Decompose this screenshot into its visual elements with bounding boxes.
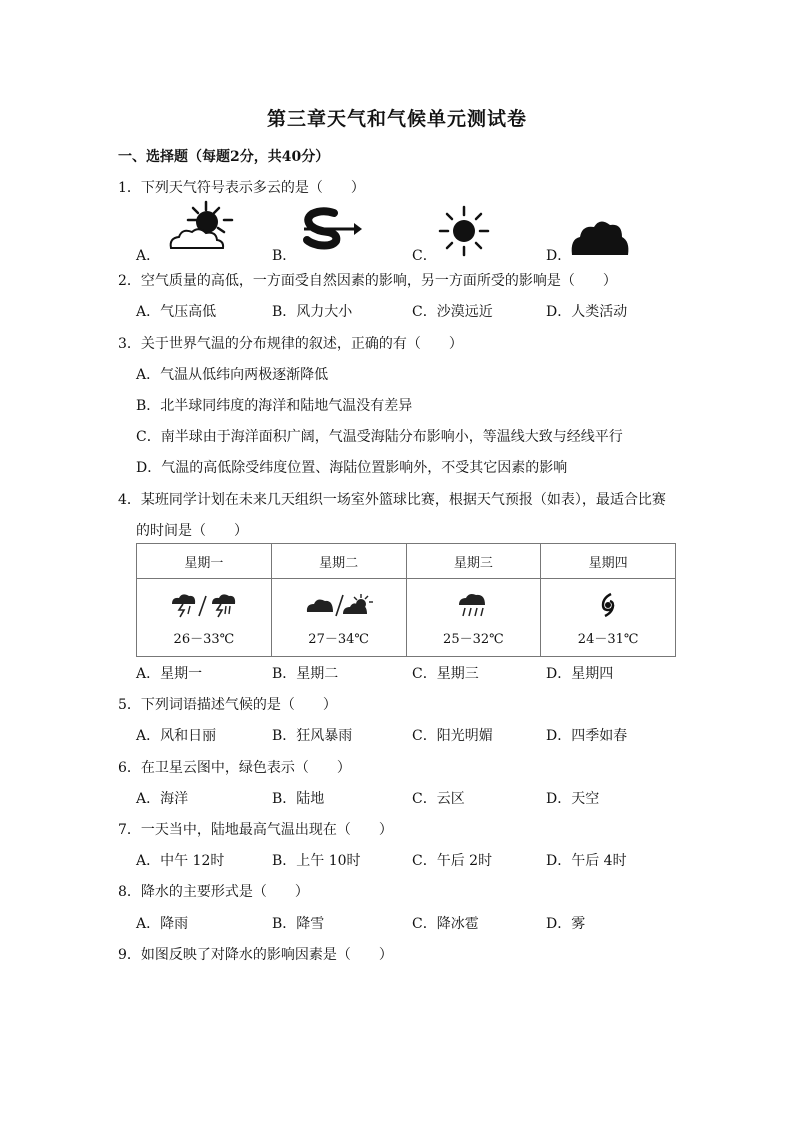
option-8c: C．降冰雹 — [412, 916, 479, 932]
option-8a: A．降雨 — [136, 916, 189, 932]
question-5: 5．下列词语描述气候的是（ ） — [118, 697, 337, 713]
option-6a: A．海洋 — [136, 791, 189, 807]
option-5d: D．四季如春 — [546, 728, 628, 744]
option-3a: A．气温从低纬向两极逐渐降低 — [136, 367, 329, 383]
option-5c: C．阳光明媚 — [412, 728, 493, 744]
question-3: 3．关于世界气温的分布规律的叙述，正确的有（ ） — [118, 336, 463, 352]
option-6b: B．陆地 — [272, 791, 325, 807]
option-2c: C．沙漠远近 — [412, 304, 493, 320]
section-heading: 一、选择题（每题2分，共40分） — [118, 149, 330, 165]
forecast-temp: 25－32℃ — [443, 632, 504, 647]
forecast-day: 星期一 — [137, 544, 272, 579]
option-6c: C．云区 — [412, 791, 465, 807]
option-6d: D．天空 — [546, 791, 600, 807]
forecast-temp: 24－31℃ — [577, 632, 639, 647]
page-title: 第三章天气和气候单元测试卷 — [266, 108, 527, 130]
option-8b: B．降雪 — [272, 916, 325, 932]
option-5b: B．狂风暴雨 — [272, 728, 353, 744]
question-8: 8．降水的主要形式是（ ） — [118, 884, 309, 900]
sunny-icon — [436, 205, 492, 257]
option-1a: A． — [136, 248, 161, 264]
question-2: 2．空气质量的高低，一方面受自然因素的影响，另一方面所受的影响是（ ） — [118, 273, 617, 289]
option-7a: A．中午 12时 — [136, 853, 225, 869]
option-1c: C． — [412, 248, 437, 264]
forecast-cell — [137, 579, 272, 657]
option-2b: B．风力大小 — [272, 304, 353, 320]
question-7: 7．一天当中，陆地最高气温出现在（ ） — [118, 822, 393, 838]
option-7c: C．午后 2时 — [412, 853, 493, 869]
option-1d: D． — [546, 248, 572, 264]
option-4b: B．星期二 — [272, 666, 339, 682]
option-2a: A．气压高低 — [136, 304, 217, 320]
forecast-table — [136, 543, 676, 657]
forecast-cell — [271, 579, 406, 657]
option-7b: B．上午 10时 — [272, 853, 361, 869]
option-3c: C．南半球由于海洋面积广阔，气温受海陆分布影响小，等温线大致与经线平行 — [136, 429, 623, 445]
question-1: 1．下列天气符号表示多云的是（ ） — [118, 180, 365, 196]
question-4-continued: 的时间是（ ） — [136, 523, 248, 539]
forecast-day: 星期二 — [271, 544, 406, 579]
forecast-temp: 27－34℃ — [308, 632, 369, 647]
option-3b: B．北半球同纬度的海洋和陆地气温没有差异 — [136, 398, 413, 414]
option-3d: D．气温的高低除受纬度位置、海陆位置影响外，不受其它因素的影响 — [136, 460, 568, 476]
forecast-cell — [406, 579, 541, 657]
question-4: 4．某班同学计划在未来几天组织一场室外篮球比赛，根据天气预报（如表），最适合比赛 — [118, 492, 666, 508]
overcast-icon — [570, 217, 630, 257]
option-2d: D．人类活动 — [546, 304, 628, 320]
option-8d: D．雾 — [546, 916, 586, 932]
forecast-day: 星期四 — [541, 544, 676, 579]
cloudy-to-sunny-icon — [303, 592, 375, 618]
option-4d: D．星期四 — [546, 666, 614, 682]
partly-cloudy-icon — [166, 200, 238, 258]
option-7d: D．午后 4时 — [546, 853, 627, 869]
question-9: 9．如图反映了对降水的影响因素是（ ） — [118, 947, 393, 963]
thunderstorm-icon — [168, 592, 240, 618]
typhoon-icon — [597, 592, 619, 618]
question-6: 6．在卫星云图中，绿色表示（ ） — [118, 760, 351, 776]
forecast-cell — [541, 579, 676, 657]
option-4a: A．星期一 — [136, 666, 203, 682]
rain-icon — [456, 592, 490, 618]
forecast-temp: 26－33℃ — [173, 632, 235, 647]
forecast-day: 星期三 — [406, 544, 541, 579]
sandstorm-icon — [300, 207, 364, 253]
option-4c: C．星期三 — [412, 666, 479, 682]
option-5a: A．风和日丽 — [136, 728, 217, 744]
option-1b: B． — [272, 248, 297, 264]
